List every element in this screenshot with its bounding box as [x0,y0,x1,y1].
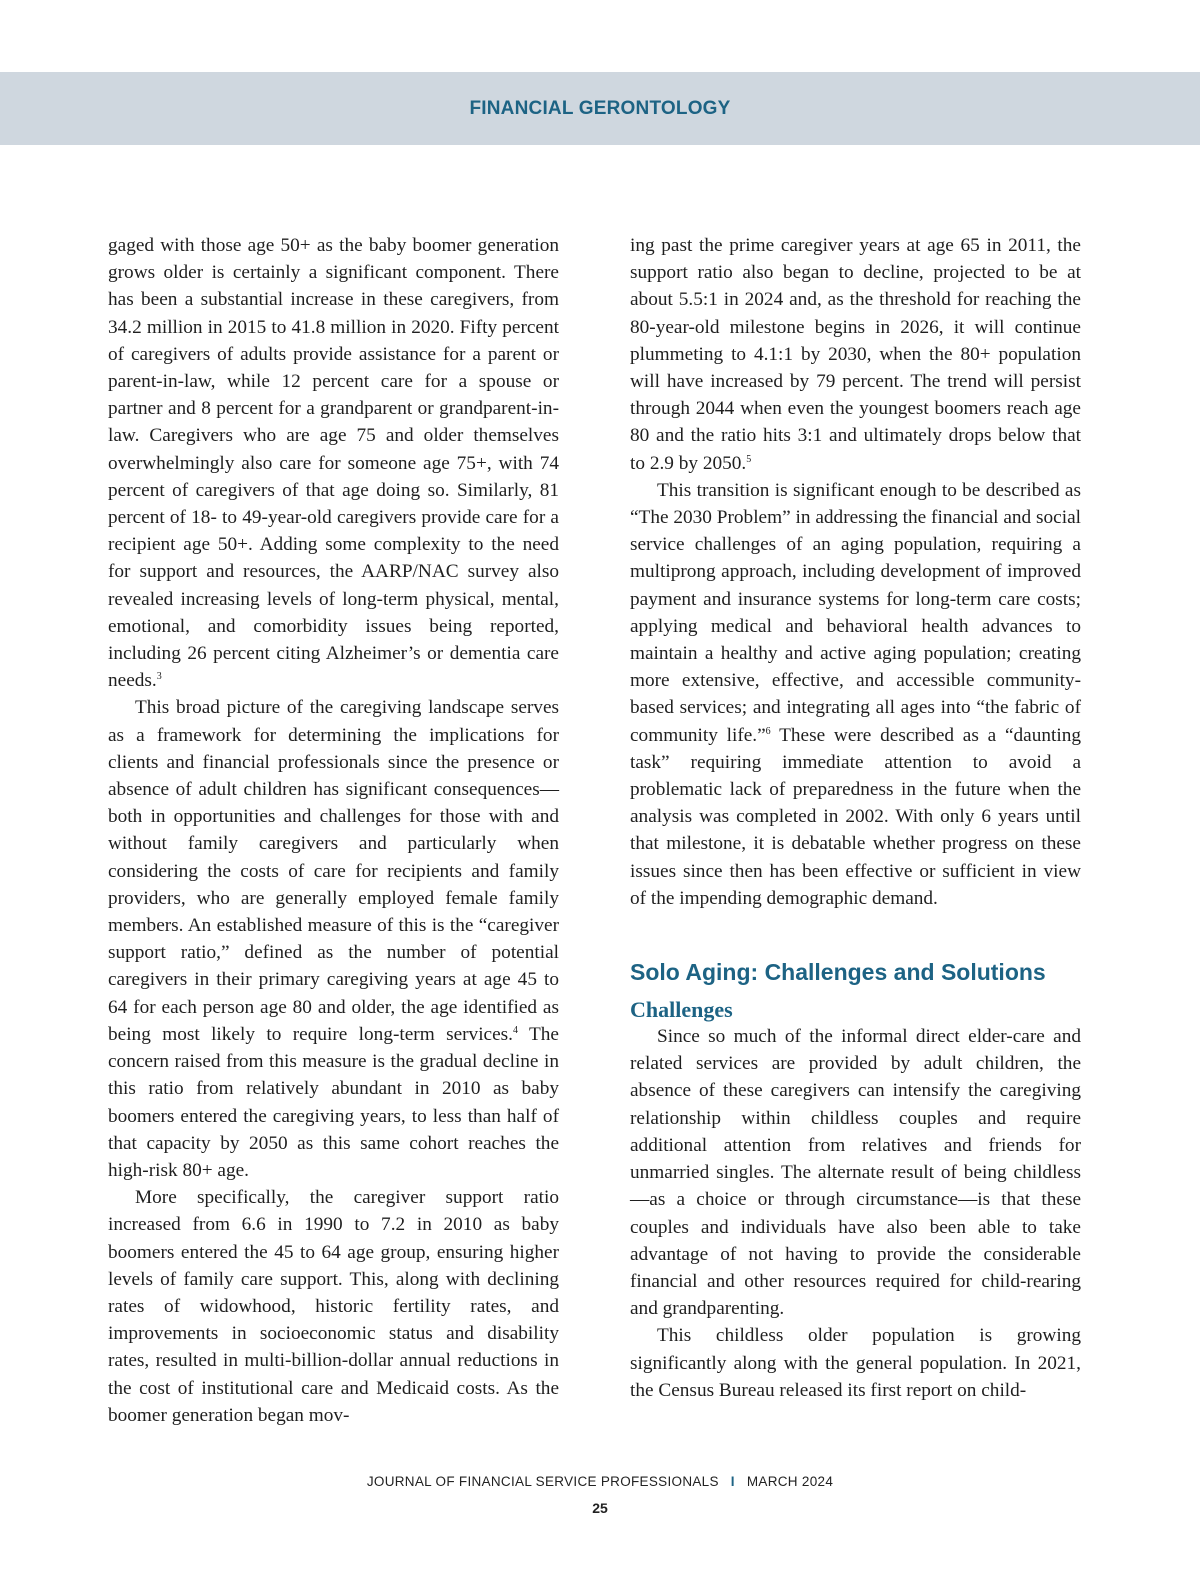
paragraph [630,1322,1081,1404]
paragraph-text: This transition is significant enough to be described as “The 2030 Problem” in addressing the financial and social service challenges of an aging population, requiring a multiprong approach, including development of improved payment and insurance systems for long-term care costs; applying medical and behavioral health advances to maintain a healthy and active aging population; creating more extensive, effective, and accessible community-based services; and integrating all ages into “the fabric of community life.” [630,479,1081,746]
paragraph-text: These were described as a “daunting task” requiring immediate attention to avoid a problematic lack of preparedness in the future when the analysis was completed in 2002. With only 6 years until that milestone, it is debatable whether progress on these issues since then has been effective or sufficient in view of the impending demographic demand. [630,724,1081,909]
paragraph-text: Since so much of the informal direct elder-care and related services are provided by adult children, the absence of these caregivers can intensify the caregiving relationship within childless couples and require additional attention from relatives and friends for unmarried singles. The alternate result of being childless—as a choice or through circumstance—is that these couples and individuals have also been able to take advantage of not having to provide the considerable financial and other resources required for child-rearing and grandparenting. [630,1026,1081,1320]
paragraph-text: More specifically, the caregiver support ratio increased from 6.6 in 1990 to 7.2 in 2010 as baby boomers entered the 45 to 64 age group, ensuring higher levels of family care support. This, along with declining rates of widowhood, historic fertility rates, and improvements in socioeconomic status and disability rates, resulted in multi-billion-dollar annual reductions in the cost of institutional care and Medicaid costs. As the boomer generation began mov- [108,1187,559,1426]
paragraph-text: gaged with those age 50+ as the baby boomer generation grows older is certainly a significant component. There has been a substantial increase in these caregivers, from 34.2 million in 2015 to 41.8 million in 2020. Fifty percent of caregivers of adults provide assistance for a parent or parent-in-law, while 12 percent care for a spouse or partner and 8 percent for a grandparent or grandparent-in-law. Caregivers who are age 75 and older themselves overwhelmingly also care for someone age 75+, with 74 percent of caregivers of that age doing so. Similarly, 81 percent of 18- to 49-year-old caregivers provide care for a recipient age 50+. Adding some complexity to the need for support and resources, the AARP/NAC survey also revealed increasing levels of long-term physical, mental, emotional, and comorbidity issues being reported, including 26 percent citing Alzheimer’s or dementia care needs. [108,235,559,692]
paragraph [108,232,559,694]
footer-separator: I [730,1474,735,1489]
footnote-ref: 5 [746,453,752,465]
section-heading: Solo Aging: Challenges and Solutions [630,959,1046,986]
running-header-title: FINANCIAL GERONTOLOGY [469,97,731,119]
header-band [0,72,1200,145]
paragraph [630,477,1081,912]
right-column [630,232,1081,1404]
paragraph-text: ing past the prime caregiver years at age 65 in 2011, the support ratio also began to decline, projected to be at about 5.5:1 in 2024 and, as the threshold for reaching the 80-year-old milestone begins in 2026, it will continue plummeting to 4.1:1 by 2030, when the 80+ population will have increased by 79 percent. The trend will persist through 2044 when even the youngest boomers reach age 80 and the ratio hits 3:1 and ultimately drops below that to 2.9 by 2050. [630,235,1081,474]
paragraph [108,694,559,1184]
paragraph-text: The concern raised from this measure is the gradual decline in this ratio from relatively abundant in 2010 as baby boomers entered the caregiving years, to less than half of that capacity by 2050 as this same cohort reaches the high-risk 80+ age. [108,1023,559,1181]
page-number: 25 [592,1500,608,1516]
left-column [108,232,559,1429]
footnote-ref: 6 [765,725,771,737]
paragraph [108,1184,559,1429]
footnote-ref: 4 [513,1024,518,1036]
footer-date: MARCH 2024 [746,1474,834,1489]
paragraph [630,232,1081,477]
footer-journal-name: JOURNAL OF FINANCIAL SERVICE PROFESSIONALS [366,1474,719,1489]
paragraph-text: This childless older population is growing significantly along with the general population. In 2021, the Census Bureau released its first report on child- [630,1325,1081,1401]
footnote-ref: 3 [156,671,162,683]
paragraph [630,1023,1081,1322]
paragraph-text: This broad picture of the caregiving landscape serves as a framework for determining the implications for clients and financial professionals since the presence or absence of adult children has significant consequences—both in opportunities and challenges for those with and without family caregivers and particularly when considering the costs of care for recipients and family providers, who are generally employed female family members. An established measure of this is the “caregiver support ratio,” defined as the number of potential caregivers in their primary caregiving years at age 45 to 64 for each person age 80 and older, the age identified as being most likely to require long-term services. [108,697,559,1045]
footer [0,1474,1200,1489]
sub-heading: Challenges [630,997,733,1023]
